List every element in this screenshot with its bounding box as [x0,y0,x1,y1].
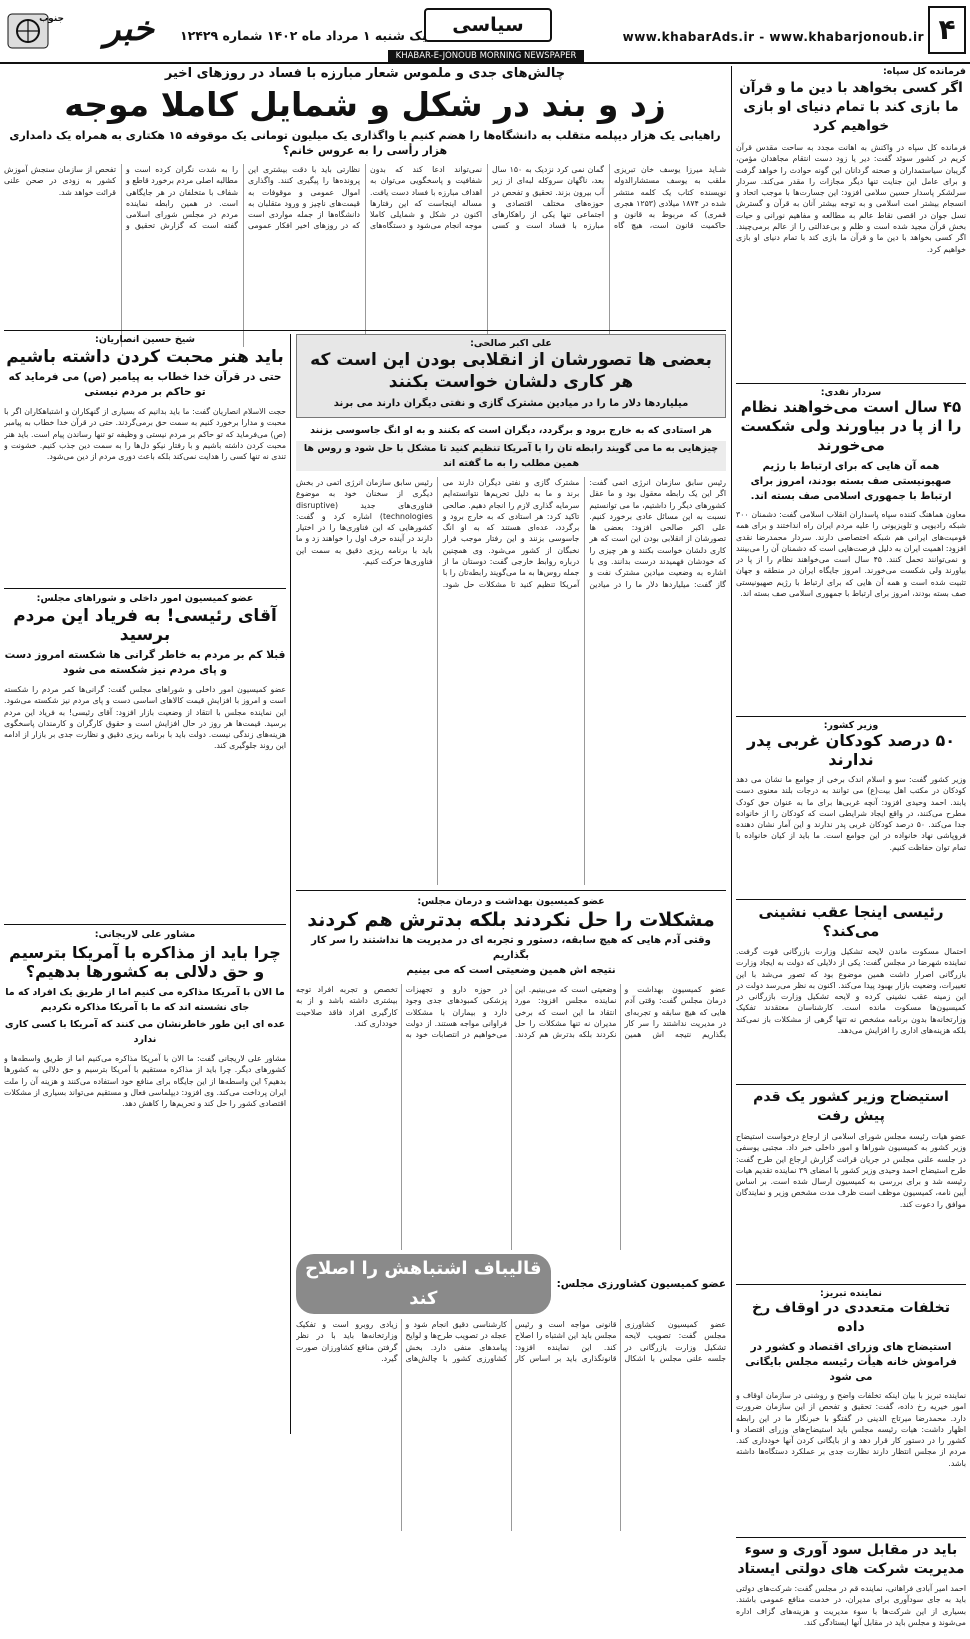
b2-body: عضو کمیسیون امور داخلی و شوراهای مجلس گفت: گرانی‌ها کمر مردم را شکسته است و امروز با افزایش قیمت کالاهای اساسی دست و پای مردم نیز شکسته می‌شود. این نماینده مجلس با انتقاد از وضعیت بازار افزود: آقای رئیسی! به فریاد این مردم برسید. قیمت‌ها هر روز در حال افزایش است و حقوق کارگران و کارمندان پاسخگوی هزینه‌های زندگی نیست. دولت باید با برنامه ریزی دقیق و نظارت جدی بر بازار از ادامه این روند جلوگیری کند. [4,685,286,751]
agri-headline-row [296,1254,726,1314]
b3-kicker: مشاور علی لاریجانی: [94,929,196,940]
health-kicker: عضو کمیسیون بهداشت و درمان مجلس: [417,896,605,907]
page-number: ۴ [928,6,966,54]
a2-kicker: سردار نقدی: [820,387,882,398]
salehi-lead-1: هر استادی که به خارج برود و برگردد، دیگران است که بکنند و به او انگ جاسوسی بزنند [310,425,712,436]
a2-body: معاون هماهنگ کننده سپاه پاسداران انقلاب اسلامی گفت: دشمنان ۳۰۰ شبکه رادیویی و تلویزیونی را علیه مردم ایران راه انداختند و برای همه قومیت‌های ایرانی هم شبکه اختصاصی دارند. سردار محمدرضا نقدی افزود: اهمیت ایران به دلیل فرصت‌هایی است که دشمنان آن را می‌بینند و نمی‌توانند تحمل کنند. ۴۵ سال است می‌خواهند نظام را از پا در بیاورند ولی شکست می‌خورند. امروز جایگاه ایران در منطقه و جهان تثبیت شده است و همه آن هایی که برای ارتباط با رژیم صهیونیستی صف بسته بودند، امروز برای ارتباط با جمهوری اسلامی صف بسته اند. [736,510,966,599]
lead-title: زد و بند در شکل و شمایل کاملا موجه [64,85,666,124]
section-label: سیاسی [424,8,552,42]
salehi-headline-box [296,334,726,418]
a7-title: باید در مقابل سود آوری و سوء مدیریت شرکت های دولتی ایستاد [737,1542,965,1577]
b3-sub: ما الان با آمریکا مذاکره می کنیم اما از طریق یک افراد که ما جای نشسته اند که ما با آمریکا مذاکره نکردیم [5,987,285,1013]
a4-body: احتمال مسکوت ماندن لایحه تشکیل وزارت بازرگانی قوت گرفت. نماینده شهرضا در مجلس گفت: یکی از دلایلی که دولت به ایجاد وزارت بازرگانی اصرار داشت همین موضوع بود که تصور می‌شد با این تغییرات، وضعیت بازار بهبود پیدا می‌کند. اکنون به نظر می‌رسد دولت در این زمینه عقب نشینی کرده و لایحه تشکیل وزارت بازرگانی در کمیسیون‌ها مسکوت مانده است. کارشناسان معتقدند تفکیک وزارتخانه‌ها بدون برنامه مشخص نه تنها گرهی از مشکلات باز نمی‌کند بلکه هزینه‌های اداری را افزایش می‌دهد. [736,947,966,1036]
morning-strip: KHABAR-E-JONOUB MORNING NEWSPAPER [388,50,584,62]
a2-rule [736,716,966,717]
header-rule [0,62,970,64]
a3-kicker: وزیر کشور: [823,720,879,731]
a6-sub: استیضاح های وزرای اقتصاد و کشور در فراموش خانه هیأت رئیسه مجلس بایگانی می شود [745,1341,957,1383]
b1-kicker: شیخ حسین انصاریان: [95,334,195,345]
a3-title: ۵۰ درصد کودکان غربی پدر ندارند [747,731,955,769]
agri-kicker: عضو کمیسیون کشاورزی مجلس: [556,1278,726,1290]
right-column-divider [731,66,732,1432]
page-header [0,0,970,62]
a1-rule [736,383,966,384]
a3-rule [736,899,966,900]
b3-body: مشاور علی لاریجانی گفت: ما الان با آمریکا مذاکره می‌کنیم اما از طریق واسطه‌ها و کشورهای دیگر. چرا باید از مذاکره مستقیم با آمریکا بترسیم و حق دلالی به کشورها بدهیم؟ این واسطه‌ها از این جایگاه برای منافع خود استفاده می‌کنند و هزینه آن را ملت ایران پرداخت می‌کند. وی افزود: دیپلماسی فعال و مستقیم می‌تواند بسیاری از مشکلات اقتصادی کشور را حل کند و تحریم‌ها را کاهش دهد. [4,1054,286,1109]
salehi-title: بعضی ها تصورشان از انقلابی بودن این است که هر کاری دلشان خواست بکنند [310,350,712,392]
a1-kicker: فرمانده کل سپاه: [882,66,966,77]
health-sub-1: وقتی آدم هایی که هیچ سابقه، دستور و تجربه ای در مدیریت ها نداشتند را سر کار بگذاریم [311,935,711,961]
health-title: مشکلات را حل نکردند بلکه بدترش هم کردند [307,909,715,931]
a6-title: تخلفات متعددی در اوقاف رخ داده [752,1300,950,1335]
logo-small-text: جنوب [39,14,64,24]
right-column [736,66,966,1627]
a5-rule [736,1284,966,1285]
salehi-lead-2: چیزهایی به ما می گویند رابطه تان را با آمریکا تنظیم کنید تا مشکل با حل شود و روس ها همین مطلب را به ما گفته اند [296,441,726,471]
newspaper-logo [6,10,156,52]
b2-sub: قبلا کم بر مردم به خاطر گرانی ها شکسته امروز دست و پای مردم نیز شکسته می شود [4,649,286,676]
lead-rule [4,330,726,331]
salehi-rule [296,890,726,891]
a4-title: رئیسی اینجا عقب نشینی می‌کند؟ [758,903,944,940]
b1-sub: حتی در قرآن خدا خطاب به پیامبر (ص) می فرماید که تو حاکم بر مردم نیستی [8,371,282,398]
b2-title: آقای رئیسی! به فریاد این مردم برسید [13,606,277,645]
logo-text: خبر [103,9,154,49]
left-column [4,334,286,1432]
lead-story [4,66,726,328]
website-urls: www.khabarAds.ir - www.khabarjonoub.ir [622,30,924,44]
salehi-kicker: علی اکبر صالحی: [470,338,552,349]
b3-sub2: عده ای این طور خاطرنشان می کنند که آمریکا با کسی کاری ندارد [4,1019,286,1045]
lead-body: شـاید میرزا یوسف خان تبریزی ملقب به یوسف مستشارالدوله نویسنده کتاب یک کلمه منتشر شده در ۱۸۷۴ میلادی (۱۲۵۳ هجری قمری) که مربوط به قانون و حاکمیت قانون است، هیچ گاه گمان نمی کرد نزدیک به ۱۵۰ سال بعد، ناگهان سروکله لبه‌ای از زیر آب بیرون بزند. تحقیق و تفحص در حوزه‌های مختلف اقتصادی و اجتماعی تنها یکی از راهکارهای مبارزه با فساد است و کسی نمی‌تواند ادعا کند که بدون شفافیت و پاسخگویی می‌توان به اهداف مبارزه با فساد دست یافت. مساله اینجاست که این رفتارها اکنون در شکل و شمایلی کاملا موجه انجام می‌شود و دستگاه‌های نظارتی باید با دقت بیشتری این پرونده‌ها را پیگیری کنند. واگذاری اموال عمومی و موقوفات به قیمت‌های ناچیز و ورود متقلبان به دانشگاه‌ها از جمله مواردی است که در روزهای اخیر افکار عمومی را به شدت نگران کرده است و مطالبه اصلی مردم برخورد قاطع و شفاف با متخلفان در هر جایگاهی است. در همین رابطه نماینده مردم در مجلس شورای اسلامی گفته است که گزارش تحقیق و تفحص از سازمان سنجش آموزش کشور به زودی در صحن علنی قرائت خواهد شد. [4,165,726,231]
lead-sub: راهیابی یک هزار دیپلمه متقلب به دانشگاه‌ها را هضم کنیم یا واگذاری یک میلیون تومانی یک موقوفه ۱۵ هکتاری به همراه یک دامداری هزار رأسی را به عروس خانم؟ [9,129,721,157]
b2-rule [4,924,286,925]
a6-body: نماینده تبریز با بیان اینکه تخلفات واضح و روشنی در سازمان اوقاف و امور خیریه رخ داده، گفت: تحقیق و تفحص از این سازمان ضرورت دارد. محمدرضا میرتاج الدینی در گفتگو با خبرنگار ما در این رابطه اظهار داشت: هیات رئیسه مجلس باید استیضاح‌های وزرای اقتصاد و کشور را در دستور کار قرار دهد و از بایگانی کردن آنها خودداری کند. مردم از مجلس انتظار دارند نظارت جدی بر عملکرد دستگاه‌ها داشته باشد. [736,1391,966,1468]
a1-body: فرمانده کل سپاه در واکنش به اهانت مجدد به ساحت مقدس قرآن کریم در کشور سوئد گفت: دیر یا زود دست انتقام مجاهدان مؤمن، گریبان سیاستمداران و صحنه گردانان این گونه حوادث را خواهد گرفت و برای عامل این جنایت تنها دیگر مجازات را مقدر می‌کند. سردار سرلشکر پاسدار حسین سلامی افزود: این جسارت‌ها با موجب اتحاد و انسجام بیشتر امت اسلامی و به توجه بیشتر آنان به قرآن و گسترش نسل جوان در اقصی نقاط عالم به مطالعه و مفاهیم نورانی و حیات بخش قرآن مجید شده است و ظلم و بی‌عدالتی را از عالم برمی‌چیند. اگر کسی بخواهد با دین ما و قرآن ما بازی کند با تمام دنیای او بازی خواهیم کرد. [736,143,966,254]
b3-title: چرا باید از مذاکره با آمریکا بترسیم و حق دلالی به کشورها بدهیم؟ [9,943,281,981]
b1-body: حجت الاسلام انصاریان گفت: ما باید بدانیم که بسیاری از گنهکاران و اشتباهکاران اگر با محبت و مدارا برخورد کنیم به سمت حق برمی‌گردند. حتی در قرآن خدا خطاب به پیامبر (ص) می‌فرماید که تو حاکم بر مردم نیستی و وظیفه تو تنها رساندن پیام است. باید هنر محبت کردن داشته باشیم و با رفتار نیکو دل‌ها را به سمت دین جذب کنیم. خشونت و تندی نه تنها کسی را هدایت نمی‌کند بلکه باعث دوری مردم از دین می‌شود. [4,407,286,462]
a2-lead: همه آن هایی که برای ارتباط با رژیم صهیونیستی صف بسته بودند، امروز برای ارتباط با جمهوری اسلامی صف بسته اند. [750,461,952,502]
agri-body: عضو کمیسیون کشاورزی مجلس گفت: تصویب لایحه تشکیل وزارت بازرگانی در جلسه علنی مجلس با اشکال قانونی مواجه است و رئیس مجلس باید این اشتباه را اصلاح کند. این نماینده افزود: قانونگذاری باید بر اساس کار کارشناسی دقیق انجام شود و عجله در تصویب طرح‌ها و لوایح پیامدهای منفی دارد. بخش کشاورزی کشور با چالش‌های زیادی روبرو است و تفکیک وزارتخانه‌ها باید با در نظر گرفتن منافع کشاورزان صورت گیرد. [296,1320,726,1363]
a5-title: استیضاح وزیر کشور یک قدم پیش رفت [753,1089,949,1124]
b1-rule [4,588,286,589]
a6-kicker: نماینده تبریز: [820,1288,882,1299]
middle-area [296,334,726,1432]
health-body: عضو کمیسیون بهداشت و درمان مجلس گفت: وقتی آدم هایی که هیچ سابقه و تجربه‌ای در مدیریت نداشتند را سر کار بگذاریم نتیجه اش همین وضعیتی است که می‌بینیم. این نماینده مجلس افزود: مورد انتقاد ما این است که برخی مدیران نه تنها مشکلات را حل نکردند بلکه بدترش هم کردند. در حوزه دارو و تجهیزات پزشکی کمبودهای جدی وجود دارد و بیماران با مشکلات فراوانی مواجه هستند. از دولت می‌خواهیم در انتصابات خود به تخصص و تجربه افراد توجه بیشتری داشته باشد و از به کارگیری افراد فاقد صلاحیت خودداری کند. [296,985,726,1040]
a1-title: اگر کسی بخواهد با دین ما و قرآن ما بازی کند با تمام دنیای او بازی خواهیم کرد [739,80,963,134]
lead-super: چالش‌های جدی و ملموس شعار مبارزه با فساد در روزهای اخیر [164,66,566,81]
salehi-sub: میلیاردها دلار ما را در میادین مشترک گازی و نفتی دیگران دارند می برند [333,398,689,409]
health-sub-2: نتیجه اش همین وضعیتی است که می بینیم [406,965,616,976]
left-column-divider [290,334,291,1434]
agri-title-banner: قالیباف اشتباهش را اصلاح کند [296,1254,551,1314]
a7-body: احمد امیر آبادی فراهانی، نماینده قم در مجلس گفت: شرکت‌های دولتی باید به جای سودآوری برای مدیران، در خدمت منافع عمومی باشند. بسیاری از این شرکت‌ها با سوء مدیریت و هزینه‌های گزاف اداره می‌شوند و مجلس باید در مقابل آنها ایستادگی کند. [736,1584,966,1627]
a4-rule [736,1084,966,1085]
a5-body: عضو هیات رئیسه مجلس شورای اسلامی از ارجاع درخواست استیضاح وزیر کشور به کمیسیون شوراها و امور داخلی خبر داد. مجتبی یوسفی در جلسه علنی مجلس در جریان قرائت گزارش ارجاع این طرح گفت: طرح استیضاح احمد وحیدی وزیر کشور با امضای ۳۹ نماینده تقدیم هیات رئیسه شد و برای بررسی به کمیسیون ارسال شده است. بر اساس آیین نامه، کمیسیون موظف است ظرف مدت مشخص وزیر و نمایندگان موافق را دعوت کند. [736,1132,966,1209]
issue-date: یک شنبه ۱ مرداد ماه ۱۴۰۲ شماره ۱۲۴۲۹ [180,28,427,43]
salehi-body: رئیس سابق سازمان انرژی اتمی گفت: اگر این یک رابطه معقول بود و ما عقل کشورهای دیگر را داشتیم، ما می توانستیم نسبت به این مسائل عادی برخورد کنیم. علی اکبر صالحی افزود: بعضی ها تصورشان از انقلابی بودن این است که هر کاری دلشان خواست بکنند و هر چیزی را که خودشان فهمیدند درست بدانند. وی با اشاره به وضعیت میادین مشترک نفت و گاز گفت: میلیاردها دلار ما را در میادین مشترک گازی و نفتی دیگران دارند می برند و ما به دلیل تحریم‌ها نتوانسته‌ایم سرمایه گذاری لازم را انجام دهیم. صالحی تاکید کرد: هر استادی که به خارج برود و برگردد، عده‌ای هستند که به او انگ جاسوسی بزنند و این رفتار موجب فرار نخبگان از کشور می‌شود. وی همچنین درباره روابط خارجی گفت: دوستان ما از جمله روس‌ها به ما می‌گویند رابطه‌تان را با آمریکا تنظیم کنید تا مشکلات حل شود. رئیس سابق سازمان انرژی اتمی در بخش دیگری از سخنان خود به موضوع فناوری‌های جدید (disruptive technologies) اشاره کرد و گفت: کشورهایی که این فناوری‌ها را در اختیار دارند در آینده حرف اول را خواهند زد و ما باید با برنامه ریزی دقیق به سمت این فناوری‌ها حرکت کنیم. [296,478,726,589]
a3-body: وزیر کشور گفت: سو و اسلام اندک برخی از جوامع ما نشان می دهد کودکان در مکتب اهل بیت(ع) می توانند به درجات بلند معنوی دست یابند. احمد وحیدی افزود: آنچه غربی‌ها برای ما به عنوان حق کودک مطرح می‌کنند، در واقع ایجاد شرایطی است که کودکان را از خانواده جدا می‌کند. ۵۰ درصد کودکان غربی پدر ندارند و این آمار نشان دهنده فروپاشی نهاد خانواده در این جوامع است. ما باید از کیان خانواده با تمام توان حفاظت کنیم. [736,775,966,852]
b1-title: باید هنر محبت کردن داشته باشیم [6,347,284,367]
a2-title: ۴۵ سال است می‌خواهند نظام را از پا در بیاورند ولی شکست می‌خورند [740,398,962,454]
a6-rule [736,1537,966,1538]
b2-kicker: عضو کمیسیون امور داخلی و شوراهای مجلس: [36,593,254,604]
